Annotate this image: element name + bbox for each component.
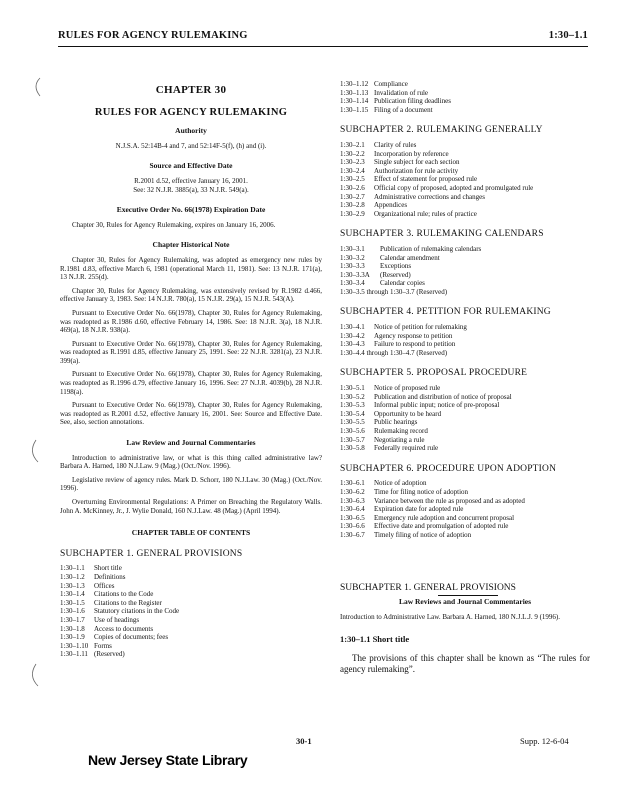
subchapter-4-list bbox=[340, 323, 590, 349]
toc-entry-number: 1:30–5.4 bbox=[340, 409, 365, 418]
toc-entry-title: Definitions bbox=[94, 572, 126, 581]
toc-entry-title: Calendar amendment bbox=[380, 253, 440, 262]
toc-entry-title: Publication of rulemaking calendars bbox=[380, 244, 482, 253]
toc-entry-number: 1:30–1.13 bbox=[340, 88, 369, 97]
source-line-2: See: 32 N.J.R. 3885(a), 33 N.J.R. 549(a). bbox=[133, 185, 249, 194]
toc-entry bbox=[340, 89, 590, 98]
toc-entry-title: Short title bbox=[94, 564, 122, 573]
toc-entry bbox=[340, 444, 590, 453]
toc-entry-number: 1:30–6.5 bbox=[340, 513, 365, 522]
toc-entry-title: Single subject for each section bbox=[374, 158, 460, 167]
toc-entry-title: Forms bbox=[94, 641, 112, 650]
toc-entry-title: Emergency rule adoption and concurrent proposal bbox=[374, 513, 515, 522]
subchapter-4-heading: SUBCHAPTER 4. PETITION FOR RULEMAKING bbox=[340, 307, 551, 318]
source-heading: Source and Effective Date bbox=[149, 161, 233, 171]
history-note: Pursuant to Executive Order No. 66(1978), Chapter 30, Rules for Agency Rulemaking, was readopted as R.1991 d.85, effective January 25, 1991. See: 22 N.J.R. 3281(a), 23 N.J.R. 399(a). bbox=[60, 339, 322, 365]
toc-entry-number: 1:30–1.3 bbox=[60, 581, 85, 590]
toc-entry-title: Filing of a document bbox=[374, 105, 433, 114]
toc-entry-title: Access to documents bbox=[94, 624, 154, 633]
toc-entry bbox=[340, 254, 590, 263]
subchapter-1-continued bbox=[340, 80, 590, 114]
toc-entry-title: Copies of documents; fees bbox=[94, 633, 169, 642]
section-text: The provisions of this chapter shall be known as “The rules for agency rulemaking”. bbox=[340, 652, 590, 674]
toc-entry bbox=[340, 175, 590, 184]
toc-entry-number: 1:30–1.9 bbox=[60, 633, 85, 642]
toc-entry bbox=[340, 410, 590, 419]
toc-entry-title: Rulemaking record bbox=[374, 427, 428, 435]
section-heading: 1:30–1.1 Short title bbox=[340, 634, 410, 645]
toc-entry-title: Statutory citations in the Code bbox=[94, 607, 180, 616]
subchapter-3-reserved: 1:30–3.5 through 1:30–3.7 (Reserved) bbox=[340, 287, 448, 296]
toc-entry-number: 1:30–1.6 bbox=[60, 607, 85, 616]
toc-entry-title: Administrative corrections and changes bbox=[374, 192, 485, 201]
toc-entry bbox=[340, 245, 590, 254]
toc-entry-number: 1:30–6.4 bbox=[340, 505, 365, 514]
body-subchapter-heading: SUBCHAPTER 1. GENERAL PROVISIONS bbox=[340, 582, 516, 593]
subchapter-1-heading: SUBCHAPTER 1. GENERAL PROVISIONS bbox=[60, 548, 243, 559]
eo-text: Chapter 30, Rules for Agency Rulemaking, expires on January 16, 2006. bbox=[72, 220, 276, 229]
body-law-review-heading: Law Reviews and Journal Commentaries bbox=[398, 597, 532, 607]
toc-entry-number: 1:30–2.2 bbox=[340, 149, 365, 158]
page-number: 30-1 bbox=[296, 736, 312, 746]
subchapter-4-reserved: 1:30–4.4 through 1:30–4.7 (Reserved) bbox=[340, 348, 448, 357]
toc-entry-title: Authorization for rule activity bbox=[374, 166, 459, 175]
toc-entry-number: 1:30–1.15 bbox=[340, 105, 369, 114]
toc-entry bbox=[60, 633, 322, 642]
history-note: Pursuant to Executive Order No. 66(1978), Chapter 30, Rules for Agency Rulemaking, was readopted as R.1996 d.79, effective January 16, 1996. See: 27 N.J.R. 4039(b), 28 N.J.R. 1198(a). bbox=[60, 370, 322, 396]
toc-entry-title: Timely filing of notice of adoption bbox=[374, 530, 472, 539]
toc-entry-number: 1:30–5.6 bbox=[340, 427, 365, 435]
toc-entry bbox=[60, 582, 322, 591]
toc-entry bbox=[340, 106, 590, 115]
toc-entry bbox=[340, 141, 590, 150]
chapter-title: RULES FOR AGENCY RULEMAKING bbox=[94, 106, 288, 118]
toc-entry-number: 1:30–3.1 bbox=[340, 244, 365, 253]
toc-entry bbox=[60, 564, 322, 573]
toc-entry-number: 1:30–3.3 bbox=[340, 262, 365, 271]
toc-entry bbox=[60, 573, 322, 582]
toc-entry bbox=[340, 150, 590, 159]
toc-entry-number: 1:30–2.6 bbox=[340, 183, 365, 192]
toc-entry-number: 1:30–2.9 bbox=[340, 209, 365, 218]
subchapter-3-heading: SUBCHAPTER 3. RULEMAKING CALENDARS bbox=[340, 229, 544, 240]
toc-entry bbox=[60, 650, 322, 659]
toc-heading: CHAPTER TABLE OF CONTENTS bbox=[131, 528, 251, 538]
subchapter-5-list bbox=[340, 384, 590, 453]
toc-entry-number: 1:30–5.5 bbox=[340, 418, 365, 427]
toc-entry-title: Expiration date for adopted rule bbox=[374, 505, 464, 514]
library-stamp: New Jersey State Library bbox=[88, 752, 248, 768]
toc-entry-title: Notice of petition for rulemaking bbox=[374, 323, 467, 332]
subchapter-5-heading: SUBCHAPTER 5. PROPOSAL PROCEDURE bbox=[340, 368, 528, 379]
toc-entry bbox=[340, 393, 590, 402]
toc-entry-title: Failure to respond to petition bbox=[374, 340, 456, 349]
toc-entry bbox=[340, 279, 590, 288]
toc-entry-title: Effective date and promulgation of adopted rule bbox=[374, 522, 509, 531]
toc-entry-title: Use of headings bbox=[94, 615, 140, 624]
toc-entry-number: 1:30–3.3A bbox=[340, 270, 370, 279]
toc-entry-title: Publication filing deadlines bbox=[374, 97, 451, 106]
body-law-review-entry: Introduction to Administrative Law. Barbara A. Harned, 180 N.J.L.J. 9 (1996). bbox=[340, 612, 561, 621]
toc-entry bbox=[340, 436, 590, 445]
toc-entry bbox=[340, 384, 590, 393]
toc-entry-number: 1:30–2.8 bbox=[340, 201, 365, 210]
subchapter-6-list bbox=[340, 479, 590, 539]
toc-entry bbox=[60, 590, 322, 599]
toc-entry bbox=[340, 418, 590, 427]
toc-entry-number: 1:30–6.2 bbox=[340, 487, 365, 496]
history-note: Pursuant to Executive Order No. 66(1978), Chapter 30, Rules for Agency Rulemaking, was readopted as R.1986 d.60, effective February 14, 1986. See: 18 N.J.R. 3(a), 18 N.J.R. 469(a), 18 N.J.R. 938(a). bbox=[60, 308, 322, 335]
toc-entry-number: 1:30–2.7 bbox=[340, 192, 365, 201]
left-column bbox=[60, 62, 322, 659]
toc-entry bbox=[340, 158, 590, 167]
header-section: 1:30–1.1 bbox=[548, 30, 588, 41]
history-heading: Chapter Historical Note bbox=[152, 240, 230, 250]
toc-entry bbox=[60, 599, 322, 608]
subchapter-6-heading: SUBCHAPTER 6. PROCEDURE UPON ADOPTION bbox=[340, 463, 557, 474]
toc-entry-title: Appendices bbox=[374, 201, 408, 210]
toc-entry-title: Invalidation of rule bbox=[374, 88, 429, 97]
toc-entry bbox=[340, 505, 590, 514]
toc-entry-title: Exceptions bbox=[380, 262, 412, 271]
toc-entry-title: Informal public input; notice of pre-proposal bbox=[374, 401, 500, 410]
running-header bbox=[58, 30, 588, 47]
toc-entry bbox=[340, 340, 590, 349]
toc-entry-number: 1:30–4.2 bbox=[340, 331, 365, 340]
toc-entry bbox=[340, 427, 590, 436]
subchapter-2-heading: SUBCHAPTER 2. RULEMAKING GENERALLY bbox=[340, 125, 543, 136]
toc-entry-title: Compliance bbox=[374, 80, 408, 88]
toc-entry-number: 1:30–5.3 bbox=[340, 401, 365, 410]
toc-entry-title: Negotiating a rule bbox=[374, 435, 425, 444]
subchapter-3-list bbox=[340, 245, 590, 288]
eo-heading: Executive Order No. 66(1978) Expiration Date bbox=[116, 205, 266, 215]
toc-entry bbox=[340, 479, 590, 488]
toc-entry-title: Federally required rule bbox=[374, 444, 439, 453]
toc-entry-number: 1:30–5.2 bbox=[340, 392, 365, 401]
toc-entry bbox=[340, 193, 590, 202]
toc-entry-number: 1:30–2.4 bbox=[340, 166, 365, 175]
toc-entry-number: 1:30–4.1 bbox=[340, 323, 365, 332]
toc-entry bbox=[340, 262, 590, 271]
history-note: Chapter 30, Rules for Agency Rulemaking, was adopted as emergency new rules by R.1981 d.83, effective March 6, 1981 (operational March 11, 1981). See: 13 N.J.R. 171(a), 13 N.J.R. 255(d). bbox=[60, 255, 322, 282]
toc-entry bbox=[340, 184, 590, 193]
toc-entry-number: 1:30–2.5 bbox=[340, 175, 365, 184]
toc-entry bbox=[340, 497, 590, 506]
toc-entry-title: Offices bbox=[94, 581, 115, 590]
toc-entry-number: 1:30–1.10 bbox=[60, 641, 89, 650]
toc-entry bbox=[60, 642, 322, 651]
toc-entry-number: 1:30–2.3 bbox=[340, 158, 365, 167]
toc-entry bbox=[340, 332, 590, 341]
toc-entry-title: Variance between the rule as proposed and as adopted bbox=[374, 496, 525, 505]
toc-entry-title: Agency response to petition bbox=[374, 331, 453, 340]
section-rule bbox=[438, 595, 498, 596]
toc-entry-title: Calendar copies bbox=[380, 279, 425, 288]
toc-entry bbox=[340, 401, 590, 410]
toc-entry-number: 1:30–2.1 bbox=[340, 140, 365, 149]
toc-entry-title: Organizational rule; rules of practice bbox=[374, 209, 477, 218]
law-review-entry: Legislative review of agency rules. Mark D. Schorr, 180 N.J.Law. 30 (Mag.) (Oct./Nov. 1996). bbox=[60, 475, 322, 493]
toc-entry-title: Clarity of rules bbox=[374, 140, 417, 149]
right-column bbox=[340, 80, 590, 684]
toc-entry-number: 1:30–1.14 bbox=[340, 97, 369, 106]
toc-entry-title: Public hearings bbox=[374, 418, 418, 427]
toc-entry-title: Notice of adoption bbox=[374, 479, 427, 488]
toc-entry-title: Notice of proposed rule bbox=[374, 384, 441, 393]
toc-entry-number: 1:30–6.3 bbox=[340, 496, 365, 505]
toc-entry-title: Opportunity to be heard bbox=[374, 409, 442, 418]
toc-entry bbox=[340, 488, 590, 497]
toc-entry bbox=[60, 625, 322, 634]
toc-entry-number: 1:30–5.7 bbox=[340, 435, 365, 444]
subchapter-1-list bbox=[60, 564, 322, 659]
chapter-heading: CHAPTER 30 bbox=[155, 84, 227, 96]
toc-entry bbox=[60, 607, 322, 616]
toc-entry bbox=[340, 514, 590, 523]
toc-entry bbox=[340, 210, 590, 219]
toc-entry-number: 1:30–6.6 bbox=[340, 522, 365, 531]
law-review-entry: Overturning Environmental Regulations: A Primer on Breaching the Regulatory Walls. John A. McKinney, Jr., J. Wylie Donald, 160 N.J.Law. 48 (Mag.) (April 1994). bbox=[60, 498, 322, 515]
toc-entry-number: 1:30–1.5 bbox=[60, 598, 85, 607]
toc-entry-title: Effect of statement for proposed rule bbox=[374, 175, 478, 184]
toc-entry-title: (Reserved) bbox=[94, 650, 125, 659]
margin-marks bbox=[22, 0, 62, 800]
law-review-entry: Introduction to administrative law, or what is this thing called administrative law? Barbara A. Harned, 180 N.J.Law. 9 (Mag.) (Oct./Nov. 1996). bbox=[60, 453, 322, 471]
toc-entry bbox=[340, 531, 590, 540]
law-review-heading: Law Review and Journal Commentaries bbox=[126, 438, 256, 448]
toc-entry-title: Citations to the Register bbox=[94, 598, 162, 607]
supplement-date: Supp. 12-6-04 bbox=[520, 736, 569, 746]
source-line-1: R.2001 d.52, effective January 16, 2001. bbox=[134, 176, 248, 185]
toc-entry bbox=[340, 97, 590, 106]
toc-entry-number: 1:30–1.7 bbox=[60, 615, 85, 624]
history-note: Chapter 30, Rules for Agency Rulemaking, was extensively revised by R.1982 d.466, effective January 3, 1983. See: 14 N.J.R. 780(a), 15 N.J.R. 29(a), 15 N.J.R. 543(A). bbox=[60, 286, 322, 304]
header-title: RULES FOR AGENCY RULEMAKING bbox=[58, 30, 248, 41]
toc-entry-title: (Reserved) bbox=[380, 270, 411, 279]
toc-entry-number: 1:30–1.12 bbox=[340, 80, 369, 88]
toc-entry-number: 1:30–1.8 bbox=[60, 624, 85, 633]
toc-entry-title: Official copy of proposed, adopted and promulgated rule bbox=[374, 183, 534, 192]
authority-text: N.J.S.A. 52:14B-4 and 7, and 52:14F-5(f), (h) and (i). bbox=[115, 141, 267, 150]
toc-entry-number: 1:30–1.1 bbox=[60, 564, 85, 573]
toc-entry-number: 1:30–1.11 bbox=[60, 650, 88, 659]
authority-heading: Authority bbox=[175, 126, 207, 136]
toc-entry-title: Incorporation by reference bbox=[374, 149, 449, 158]
toc-entry-title: Citations to the Code bbox=[94, 590, 154, 599]
toc-entry-title: Publication and distribution of notice of proposal bbox=[374, 392, 512, 401]
toc-entry-number: 1:30–5.8 bbox=[340, 444, 365, 453]
toc-entry bbox=[340, 271, 590, 280]
toc-entry bbox=[60, 616, 322, 625]
history-note: Pursuant to Executive Order No. 66(1978), Chapter 30, Rules for Agency Rulemaking, was readopted as R.2001 d.52, effective January 16, 2001. See: Source and Effective Date. See, also, section annotations. bbox=[60, 401, 322, 427]
toc-entry-number: 1:30–1.4 bbox=[60, 590, 85, 599]
toc-entry-number: 1:30–1.2 bbox=[60, 572, 85, 581]
toc-entry-number: 1:30–6.7 bbox=[340, 530, 365, 539]
toc-entry bbox=[340, 201, 590, 210]
toc-entry-number: 1:30–4.3 bbox=[340, 340, 365, 349]
toc-entry-number: 1:30–3.2 bbox=[340, 253, 365, 262]
toc-entry bbox=[340, 80, 590, 89]
toc-entry bbox=[340, 522, 590, 531]
toc-entry-number: 1:30–6.1 bbox=[340, 479, 365, 488]
toc-entry bbox=[340, 167, 590, 176]
toc-entry-title: Time for filing notice of adoption bbox=[374, 487, 469, 496]
toc-entry-number: 1:30–5.1 bbox=[340, 384, 365, 393]
subchapter-2-list bbox=[340, 141, 590, 218]
toc-entry-number: 1:30–3.4 bbox=[340, 279, 365, 288]
toc-entry bbox=[340, 323, 590, 332]
